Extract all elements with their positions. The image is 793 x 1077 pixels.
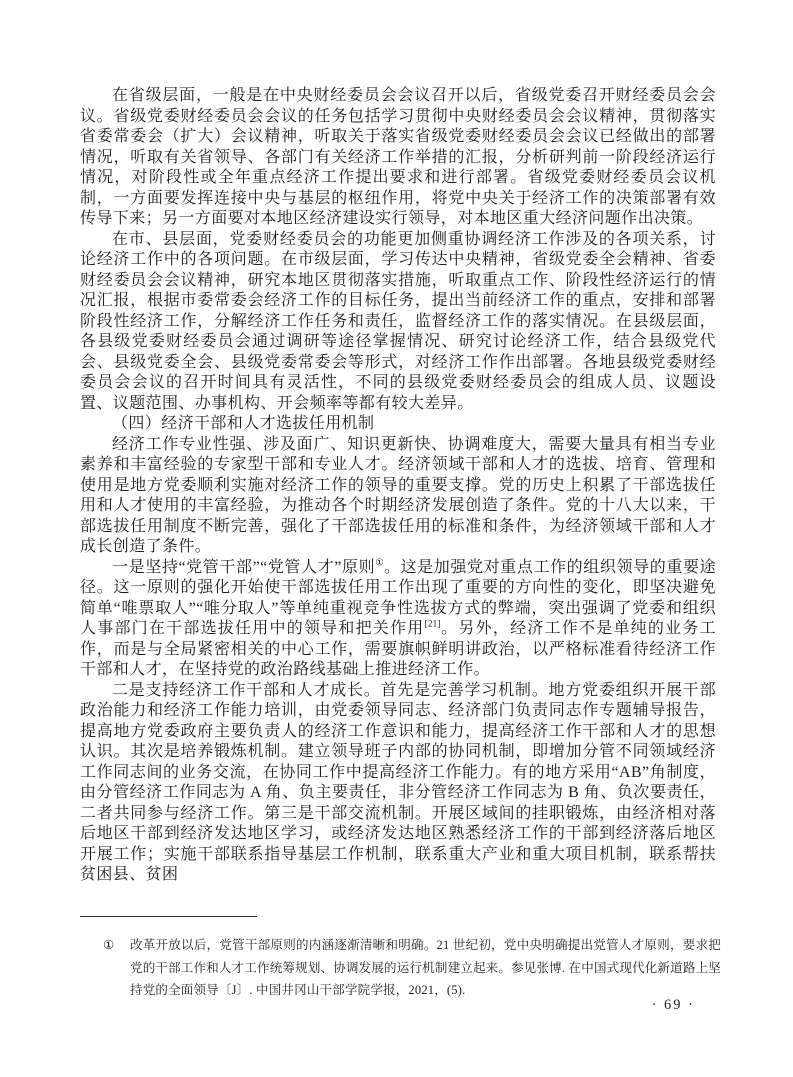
text-segment: 。这是加强党对重点工作的组织领导的重要途径。这一原则的强化开始使干部选拔任用工作出现了重要的方向性的变化，即坚决避免简单“唯票取人”“唯分取人”等单纯重视竞争性选拔方式的弊端，突出强调了党委和组织人事部门在干部选拔任用中的领导和把关作用 [80,558,716,637]
paragraph-point-one [80,558,716,681]
paragraph-city-county-level: 在市、县层面，党委财经委员会的功能更加侧重协调经济工作涉及的各项关系，讨论经济工作中的各项问题。在市级层面，学习传达中央精神，省级党委全会精神、省委财经委员会会议精神，研究本地区贯彻落实措施，听取重点工作、阶段性经济运行的情况汇报，根据市委常委会经济工作的目标任务，提出当前经济工作的重点，安排和部署阶段性经济工作，分解经济工作任务和责任，监督经济工作的落实情况。在县级层面，各县级党委财经委员会通过调研等途径掌握情况、研究讨论经济工作，结合县级党代会、县级党委全会、县级党委常委会等形式，对经济工作作出部署。各地县级党委财经委员会会议的召开时间具有灵活性，不同的县级党委财经委员会的组成人员、议题设置、议题范围、办事机构、开会频率等都有较大差异。 [80,230,716,412]
footnote-text: 改革开放以后，党管干部原则的内涵逐渐清晰和明确。21 世纪初，党中央明确提出党管人才原则，要求把党的干部工作和人才工作统筹规划、协调发展的运行机制建立起来。参见张博. 在中国式现代化新道路上坚持党的全面领导〔J〕. 中国井冈山干部学院学报，2021，(5). [130,938,721,997]
paragraph-cadre-talent-intro: 经济工作专业性强、涉及面广、知识更新快、协调难度大，需要大量具有相当专业素养和丰富经验的专家型干部和专业人才。经济领域干部和人才的选拔、培育、管理和使用是地方党委顺利实施对经济工作的领导的重要支撑。党的历史上积累了干部选拔任用和人才使用的丰富经验，为推动各个时期经济发展创造了条件。党的十八大以来，干部选拔任用制度不断完善，强化了干部选拔任用的标准和条件，为经济领域干部和人才成长创造了条件。 [80,435,716,555]
footnote-marker: ① [103,938,115,952]
paragraph-provincial-level: 在省级层面，一般是在中央财经委员会会议召开以后，省级党委召开财经委员会会议。省级党委财经委员会会议的任务包括学习贯彻中央财经委员会会议精神，贯彻落实省委常委会（扩大）会议精神，听取关于落实省级党委财经委员会会议已经做出的部署情况，听取有关省领导、各部门有关经济工作举措的汇报，分析研判前一阶段经济运行情况，对阶段性或全年重点经济工作提出要求和进行部署。省级党委财经委员会议机制，一方面要发挥连接中央与基层的枢纽作用，将党中央关于经济工作的决策部署有效传导下来；另一方面要对本地区经济建设实行领导，对本地区重大经济问题作出决策。 [80,87,716,227]
footnote-reference-1: ① [375,558,384,569]
footnote [103,934,721,1002]
page-number: · 69 · [651,997,695,1013]
citation-reference-21: [21] [424,619,441,630]
paragraph-point-two: 二是支持经济工作干部和人才成长。首先是完善学习机制。地方党委组织开展干部政治能力和经济工作能力培训，由党委领导同志、经济部门负责同志作专题辅导报告，提高地方党委政府主要负责人的经济工作意识和能力，提高经济工作干部和人才的思想认识。其次是培养锻炼机制。建立领导班子内部的协同机制，即增加分管不同领域经济工作同志间的业务交流，在协同工作中提高经济工作能力。有的地方采用“AB”角制度，由分管经济工作同志为 A 角、负主要责任，非分管经济工作同志为 B 角、负次要责任，二者共同参与经济工作。第三是干部交流机制。开展区域间的挂职锻炼，由经济相对落后地区干部到经济发达地区学习，或经济发达地区熟悉经济工作的干部到经济落后地区开展工作；实施干部联系指导基层工作机制，联系重大产业和重大项目机制，联系帮扶贫困县、贫困 [80,681,716,883]
footnote-divider [80,916,257,917]
page-body [80,86,716,886]
section-heading: （四）经济干部和人才选拔任用机制 [112,415,375,432]
text-segment: 一是坚持“党管干部”“党管人才”原则 [112,558,376,576]
text-segment: 。另外，经济工作不是单纯的业务工作，而是与全局紧密相关的中心工作，需要旗帜鲜明讲政治，以严格标准看待经济工作干部和人才，在坚持党的政治路线基础上推进经济工作。 [80,620,716,678]
